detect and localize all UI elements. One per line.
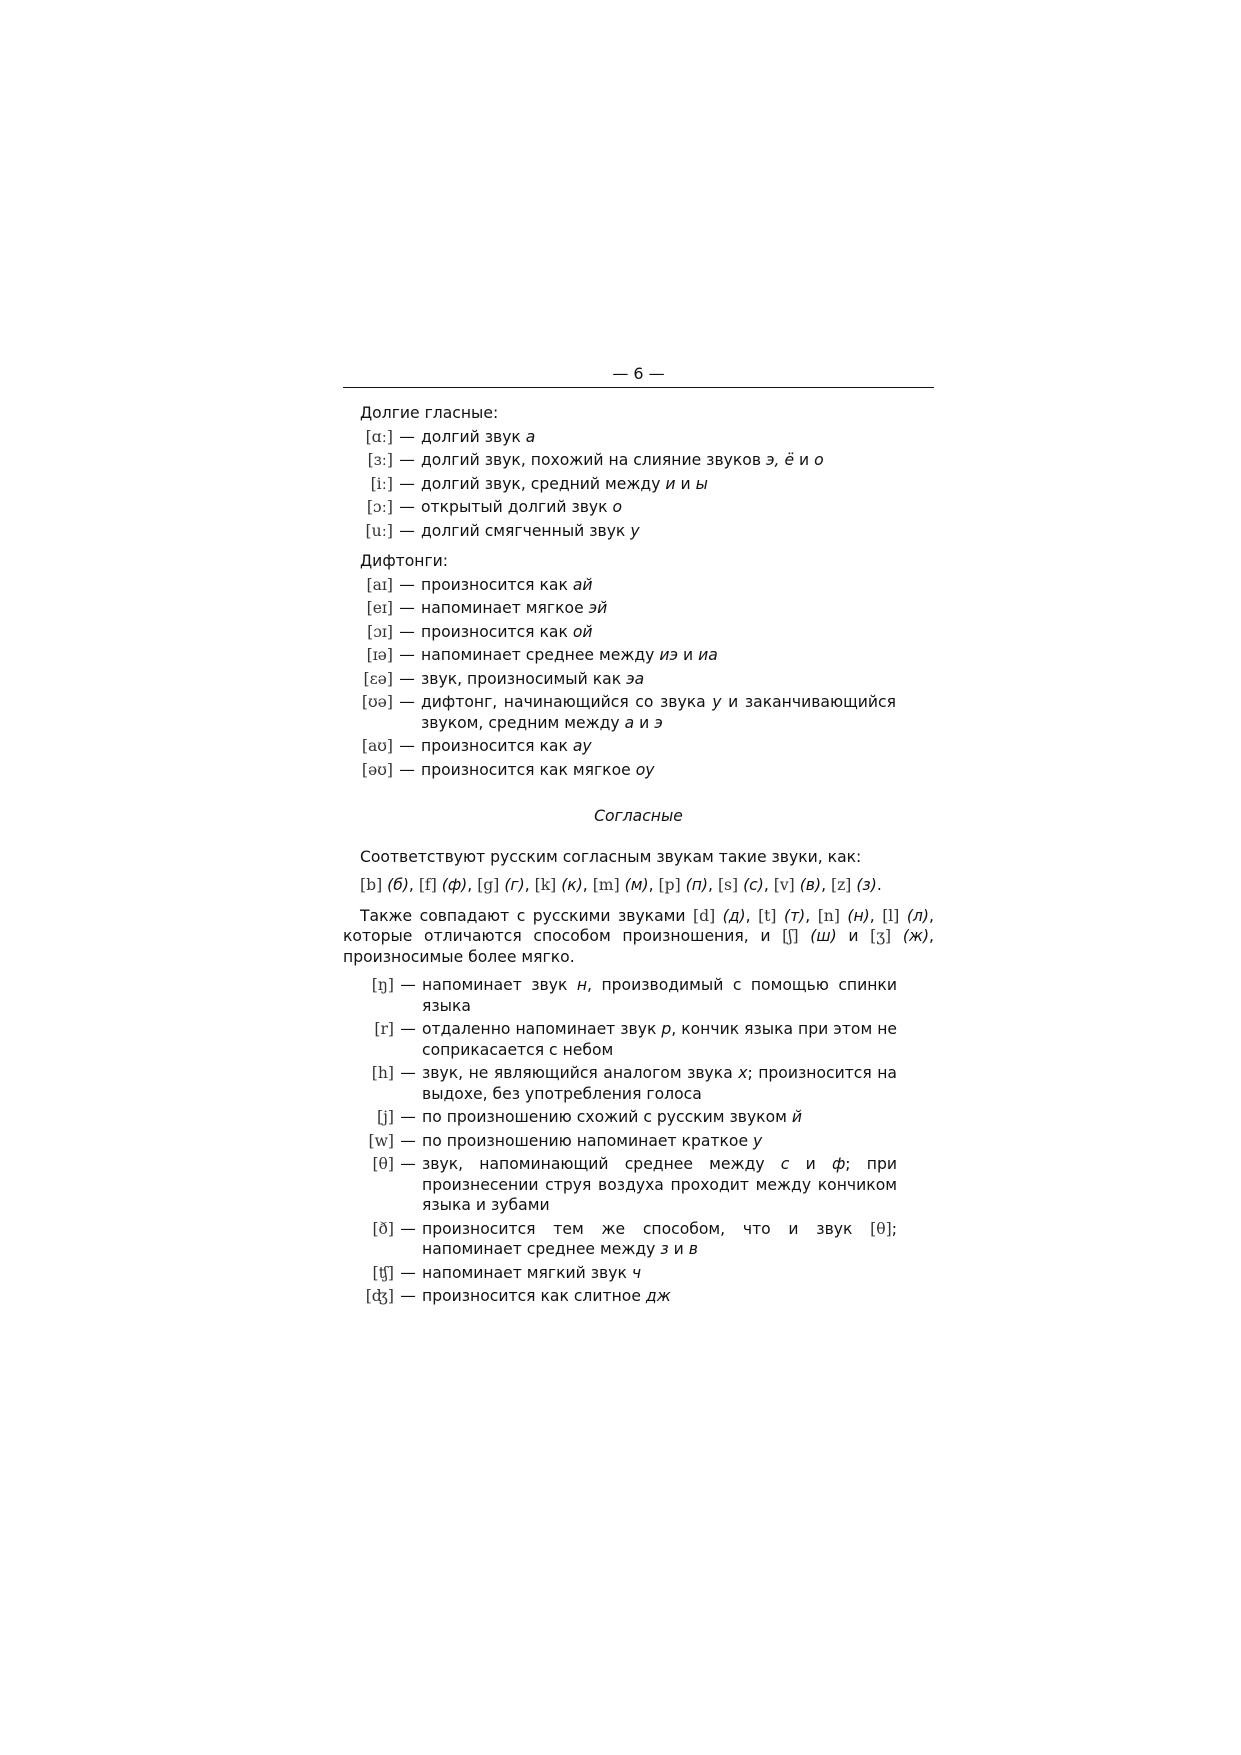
list-item <box>343 474 934 495</box>
dash: — <box>400 976 416 994</box>
ipa-symbol: [uː] <box>365 521 393 540</box>
description: дифтонг, начинающийся со звука у и заканчивающийся звуком, средним между а и э <box>421 693 897 732</box>
ipa-symbol: [aʊ] <box>361 737 393 755</box>
dash: — <box>399 599 415 617</box>
dash: — <box>400 1108 416 1126</box>
dash: — <box>399 427 415 446</box>
ipa-symbol: [ʊə] <box>361 693 393 711</box>
list-item <box>343 575 934 596</box>
dash: — <box>400 1155 416 1173</box>
dash: — <box>399 760 415 779</box>
ipa-symbol: [eɪ] <box>366 599 393 617</box>
ipa-symbol: [ɑː] <box>365 427 393 446</box>
list-item <box>343 975 934 1016</box>
list-item <box>343 450 934 471</box>
list-item <box>343 427 934 448</box>
ipa-symbol: [əʊ] <box>361 760 393 779</box>
description: долгий звук, средний между и и ы <box>421 474 708 493</box>
ipa-symbol: [ʧ] <box>372 1263 394 1282</box>
description: звук, не являющийся аналогом звука x; произносится на выдохе, без употребления голоса <box>422 1064 897 1103</box>
dash: — <box>400 1263 416 1282</box>
list-item <box>343 669 934 690</box>
dash: — <box>399 669 415 688</box>
list-item <box>343 736 934 757</box>
description: напоминает среднее между иэ и иа <box>421 646 718 664</box>
dash: — <box>400 1287 416 1305</box>
description: звук, напоминающий среднее между с и ф; при произнесении струя воздуха проходит между кончиком языка и зубами <box>422 1155 897 1214</box>
page-number: — 6 — <box>612 364 665 383</box>
description: звук, произносимый как эа <box>421 669 645 688</box>
description: напоминает звук н, производимый с помощью спинки языка <box>422 976 897 1015</box>
list-item <box>343 521 934 542</box>
long-vowels-list <box>343 427 934 542</box>
description: отдаленно напоминает звук р, кончик языка при этом не соприкасается с небом <box>422 1020 897 1059</box>
ipa-symbol: [ɛə] <box>363 669 393 688</box>
consonant-matches: [b] (б), [f] (ф), [g] (г), [k] (к), [m] (м), [p] (п), [s] (с), [v] (в), [z] (з). <box>360 876 882 894</box>
list-item <box>343 497 934 518</box>
ipa-symbol: [aɪ] <box>366 575 393 594</box>
ipa-symbol: [ɪə] <box>366 646 393 664</box>
description: произносится тем же способом, что и звук [θ]; напоминает среднее между з и в <box>422 1219 897 1258</box>
ipa-symbol: [θ] <box>372 1155 394 1173</box>
ipa-symbol: [h] <box>371 1064 394 1082</box>
ipa-symbol: [ŋ] <box>371 976 394 994</box>
dash: — <box>399 575 415 594</box>
list-item <box>343 1154 934 1216</box>
consonants-list <box>343 975 934 1307</box>
list-item <box>343 1286 934 1307</box>
description: произносится как ой <box>421 622 593 641</box>
description: долгий смягченный звук у <box>421 521 640 540</box>
list-item <box>343 1063 934 1104</box>
description: произносится как ай <box>421 575 593 594</box>
diphthongs-list <box>343 575 934 781</box>
dash: — <box>399 451 415 469</box>
long-vowels-title: Долгие гласные: <box>360 404 499 422</box>
list-item <box>343 760 934 781</box>
ipa-symbol: [iː] <box>370 474 393 493</box>
consonants-paragraph: Также совпадают с русскими звуками [d] (д), [t] (т), [n] (н), [l] (л), которые отличаются способом произношения, и [ʃ] (ш) и [ʒ] (ж), произносимые более мягко. <box>343 906 934 966</box>
ipa-symbol: [r] <box>374 1020 394 1038</box>
dash: — <box>399 646 415 664</box>
list-item <box>343 1263 934 1284</box>
description: произносится как мягкое оу <box>421 760 655 779</box>
description: долгий звук а <box>421 427 536 446</box>
consonants-heading: Согласные <box>594 807 683 825</box>
dash: — <box>399 737 415 755</box>
dash: — <box>399 521 415 540</box>
page-body <box>343 403 934 1317</box>
description: открытый долгий звук о <box>421 498 623 516</box>
list-item <box>343 622 934 643</box>
dash: — <box>399 622 415 641</box>
dash: — <box>399 498 415 516</box>
description: напоминает мягкое эй <box>421 599 608 617</box>
ipa-symbol: [ɔɪ] <box>367 622 393 641</box>
list-item <box>343 598 934 619</box>
list-item <box>343 645 934 666</box>
dash: — <box>399 474 415 493</box>
header-rule <box>343 387 934 388</box>
description: долгий звук, похожий на слияние звуков э, ё и о <box>421 451 824 469</box>
list-item <box>343 1019 934 1060</box>
list-item <box>343 1219 934 1260</box>
ipa-symbol: [j] <box>376 1108 394 1126</box>
ipa-symbol: [ɜː] <box>367 451 393 469</box>
description: произносится как слитное дж <box>422 1287 671 1305</box>
dash: — <box>400 1064 416 1082</box>
list-item <box>343 1131 934 1152</box>
list-item <box>343 692 934 733</box>
list-item <box>343 1107 934 1128</box>
description: по произношению схожий с русским звуком й <box>422 1108 802 1126</box>
ipa-symbol: [ʤ] <box>365 1287 394 1305</box>
description: напоминает мягкий звук ч <box>422 1263 642 1282</box>
ipa-symbol: [ð] <box>372 1219 394 1238</box>
consonants-intro: Соответствуют русским согласным звукам такие звуки, как: <box>360 847 862 866</box>
dash: — <box>399 693 415 711</box>
dash: — <box>400 1020 416 1038</box>
dash: — <box>400 1219 416 1238</box>
ipa-symbol: [ɔː] <box>366 498 393 516</box>
ipa-symbol: [w] <box>368 1131 394 1150</box>
description: по произношению напоминает краткое у <box>422 1131 763 1150</box>
diphthongs-title: Дифтонги: <box>360 552 449 570</box>
dash: — <box>400 1131 416 1150</box>
description: произносится как ау <box>421 737 592 755</box>
